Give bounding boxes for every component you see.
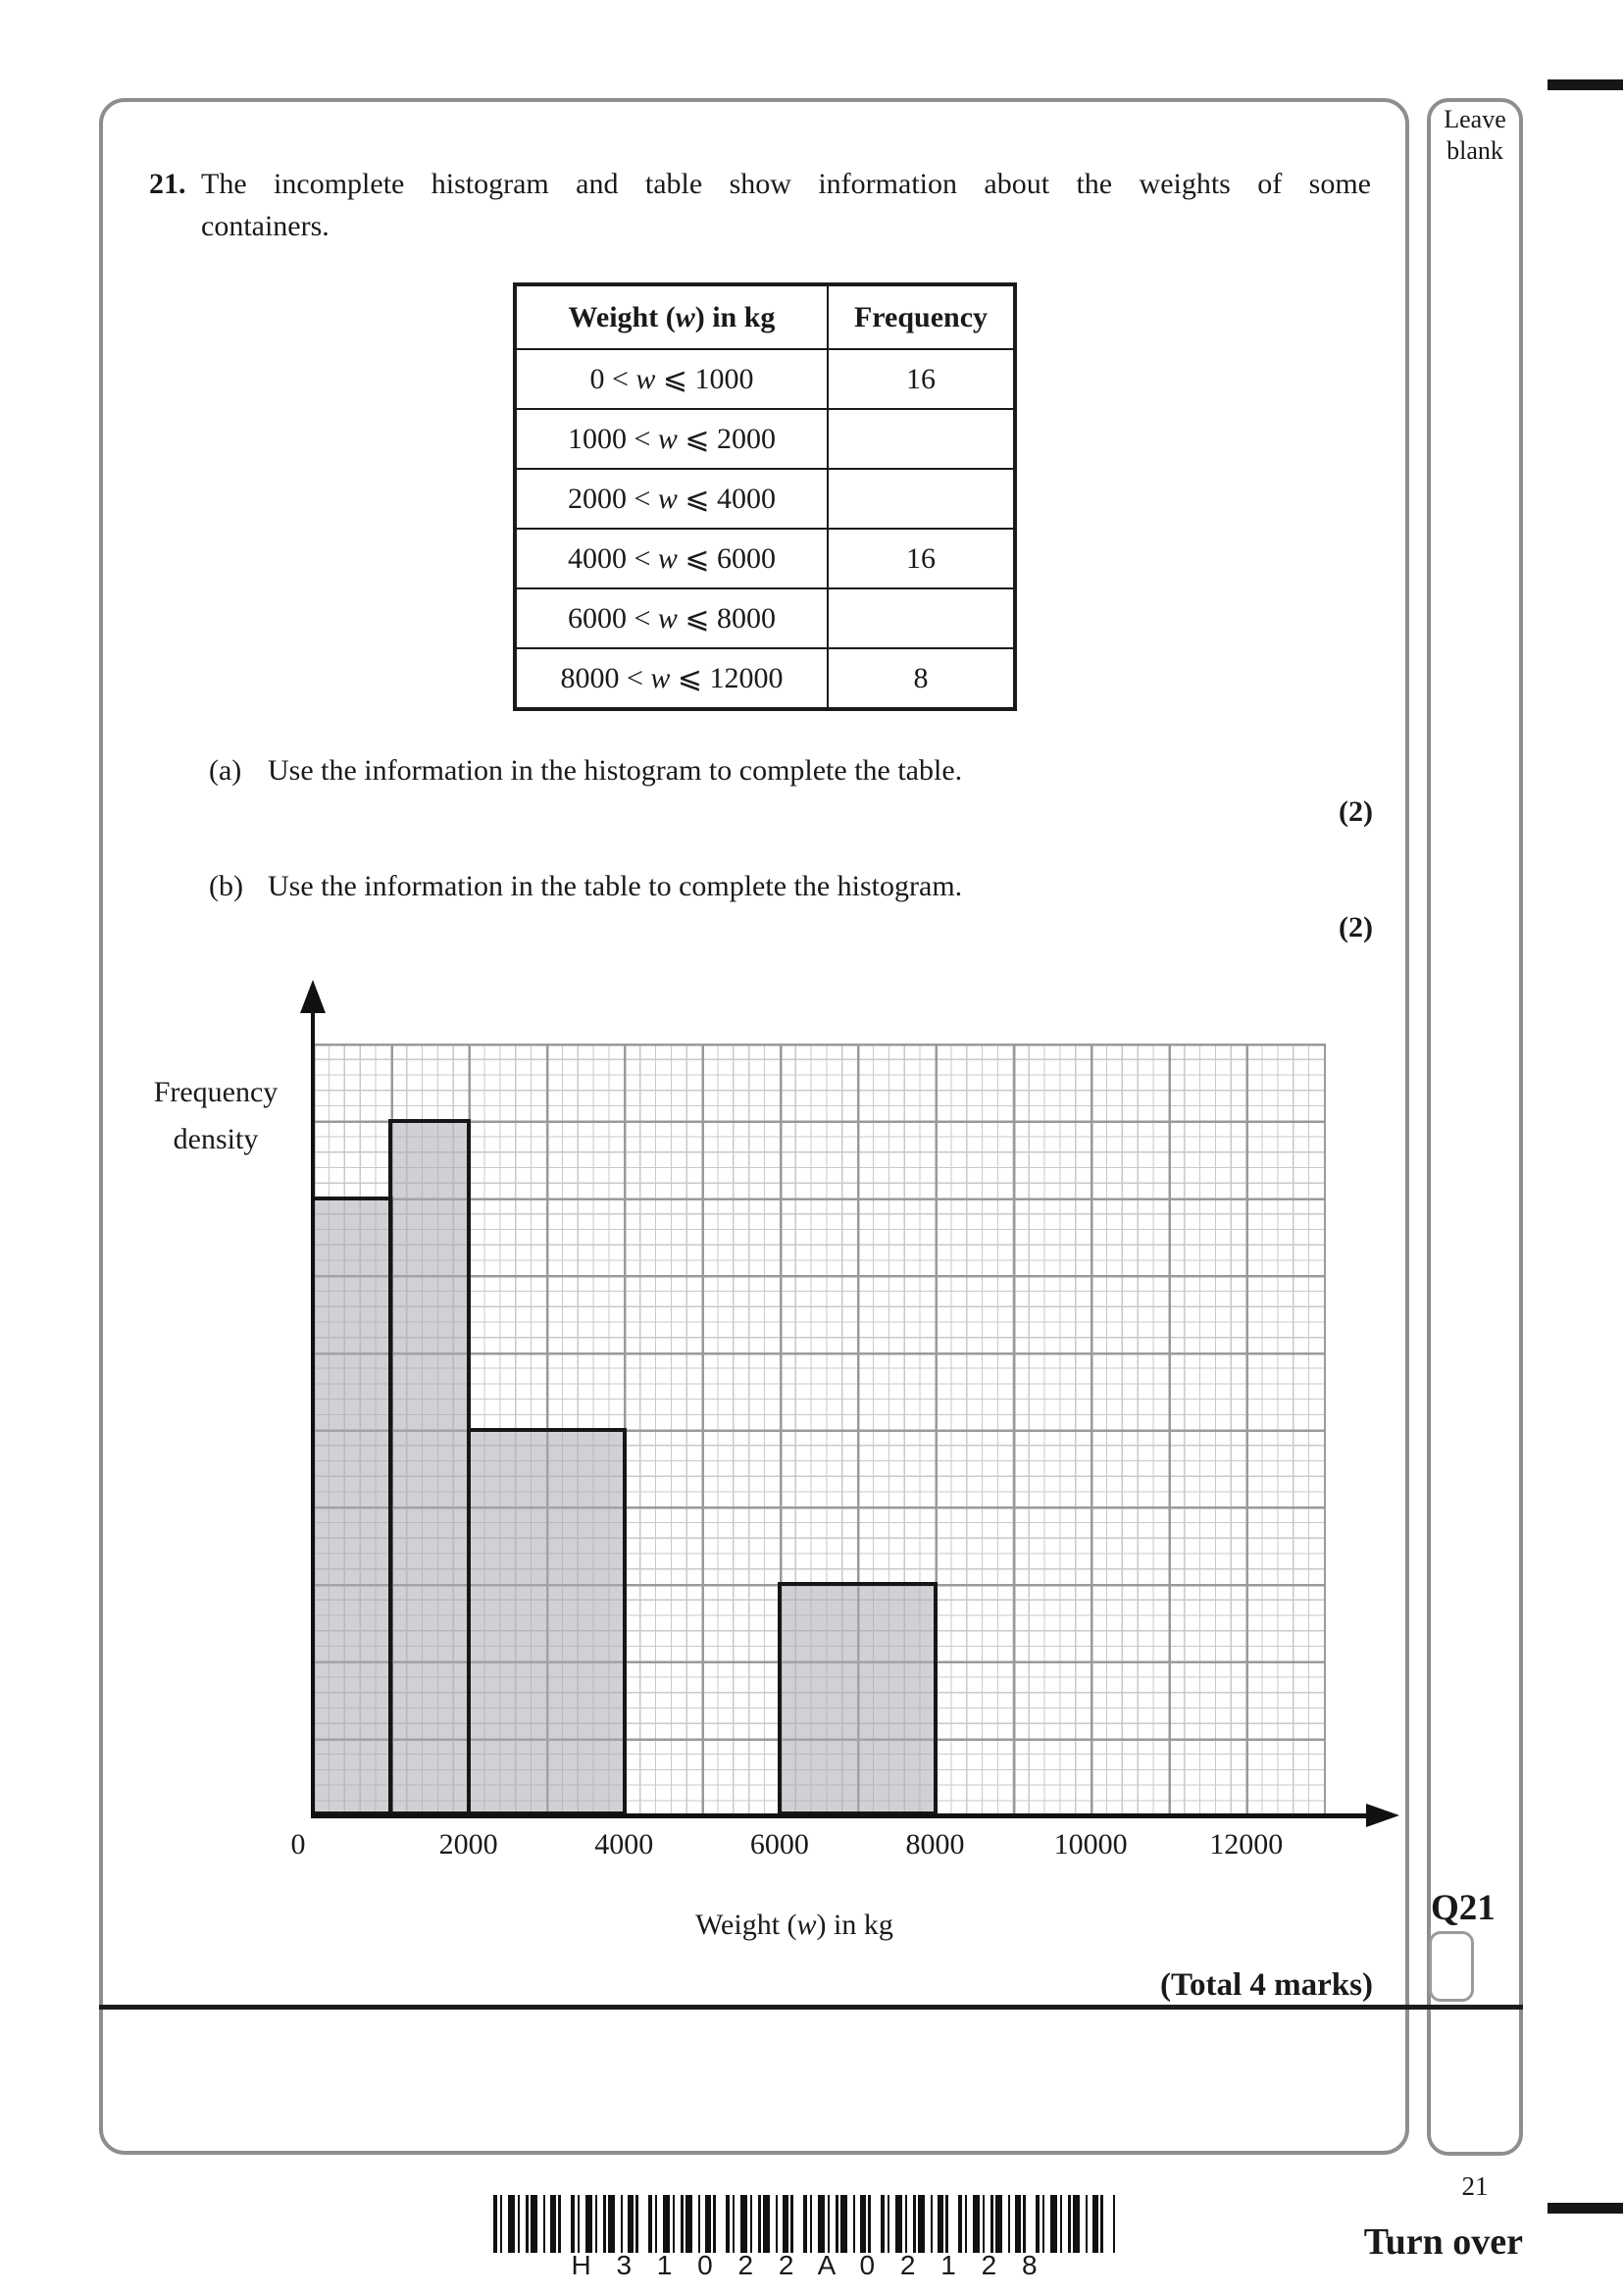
x-axis-line	[311, 1813, 1368, 1818]
y-axis-label: Frequency density	[153, 1076, 279, 1155]
weight-range-cell: 1000 < w ⩽ 2000	[515, 409, 828, 469]
frequency-cell	[828, 588, 1015, 648]
part-b-label: (b)	[209, 870, 243, 902]
table-row	[515, 588, 1015, 648]
x-axis-label: Weight (w) in kg	[695, 1909, 893, 1941]
x-tick-label-10000: 10000	[1053, 1828, 1128, 1861]
question-text-line1: The incomplete histogram and table show information about the weights of some	[201, 168, 1371, 200]
x-tick-label-8000: 8000	[905, 1828, 965, 1861]
table-row	[515, 648, 1015, 709]
frequency-cell	[828, 469, 1015, 529]
part-a-text: Use the information in the histogram to complete the table.	[268, 754, 963, 787]
question-end-rule	[99, 2005, 1523, 2010]
x-tick-label-4000: 4000	[594, 1828, 654, 1861]
y-axis-arrow-icon	[300, 980, 326, 1013]
histogram-bar-2000-4000	[467, 1428, 627, 1815]
weight-column-header: Weight (w) in kg	[515, 284, 828, 349]
leave-blank-line2: blank	[1446, 136, 1503, 165]
turn-over-label: Turn over	[1363, 2221, 1523, 2263]
print-crop-mark-top	[1548, 79, 1623, 90]
table-row	[515, 469, 1015, 529]
question-text-line2: containers.	[201, 210, 330, 242]
table-header-row	[515, 284, 1015, 349]
part-b-marks: (2)	[1339, 911, 1373, 943]
page-number: 21	[1461, 2171, 1489, 2201]
histogram-bar-6000-8000	[778, 1582, 938, 1815]
part-b-text: Use the information in the table to complete the histogram.	[268, 870, 963, 902]
frequency-column-header: Frequency	[828, 284, 1015, 349]
x-tick-label-6000: 6000	[749, 1828, 809, 1861]
frequency-cell: 16	[828, 529, 1015, 588]
weight-range-cell: 2000 < w ⩽ 4000	[515, 469, 828, 529]
question-number: 21.	[149, 168, 186, 200]
x-axis-arrow-icon	[1366, 1804, 1399, 1827]
table-row	[515, 529, 1015, 588]
frequency-cell: 8	[828, 648, 1015, 709]
weight-range-cell: 8000 < w ⩽ 12000	[515, 648, 828, 709]
weight-range-cell: 0 < w ⩽ 1000	[515, 349, 828, 409]
total-marks-label: (Total 4 marks)	[1160, 1967, 1373, 2003]
leave-blank-line1: Leave	[1444, 105, 1506, 133]
barcode	[493, 2195, 1115, 2253]
question-ref-label: Q21	[1431, 1888, 1496, 1928]
histogram-bar-0-1000	[311, 1197, 393, 1815]
print-crop-mark-bottom	[1548, 2203, 1623, 2214]
frequency-table-grid	[513, 282, 1017, 711]
x-tick-label-12000: 12000	[1209, 1828, 1284, 1861]
part-a-label: (a)	[209, 754, 242, 787]
part-a-marks: (2)	[1339, 795, 1373, 828]
x-tick-label-0: 0	[290, 1828, 306, 1861]
table-row	[515, 349, 1015, 409]
weight-range-cell: 6000 < w ⩽ 8000	[515, 588, 828, 648]
histogram-bar-1000-2000	[388, 1119, 471, 1815]
frequency-table	[513, 282, 1017, 711]
leave-blank-label	[1427, 104, 1523, 167]
frequency-cell: 16	[828, 349, 1015, 409]
weight-range-cell: 4000 < w ⩽ 6000	[515, 529, 828, 588]
table-row	[515, 409, 1015, 469]
barcode-text: H 3 1 0 2 2 A 0 2 1 2 8	[571, 2250, 1038, 2280]
frequency-cell	[828, 409, 1015, 469]
leave-blank-column	[1427, 98, 1523, 2156]
x-tick-label-2000: 2000	[438, 1828, 498, 1861]
examiner-score-box	[1429, 1931, 1474, 2002]
